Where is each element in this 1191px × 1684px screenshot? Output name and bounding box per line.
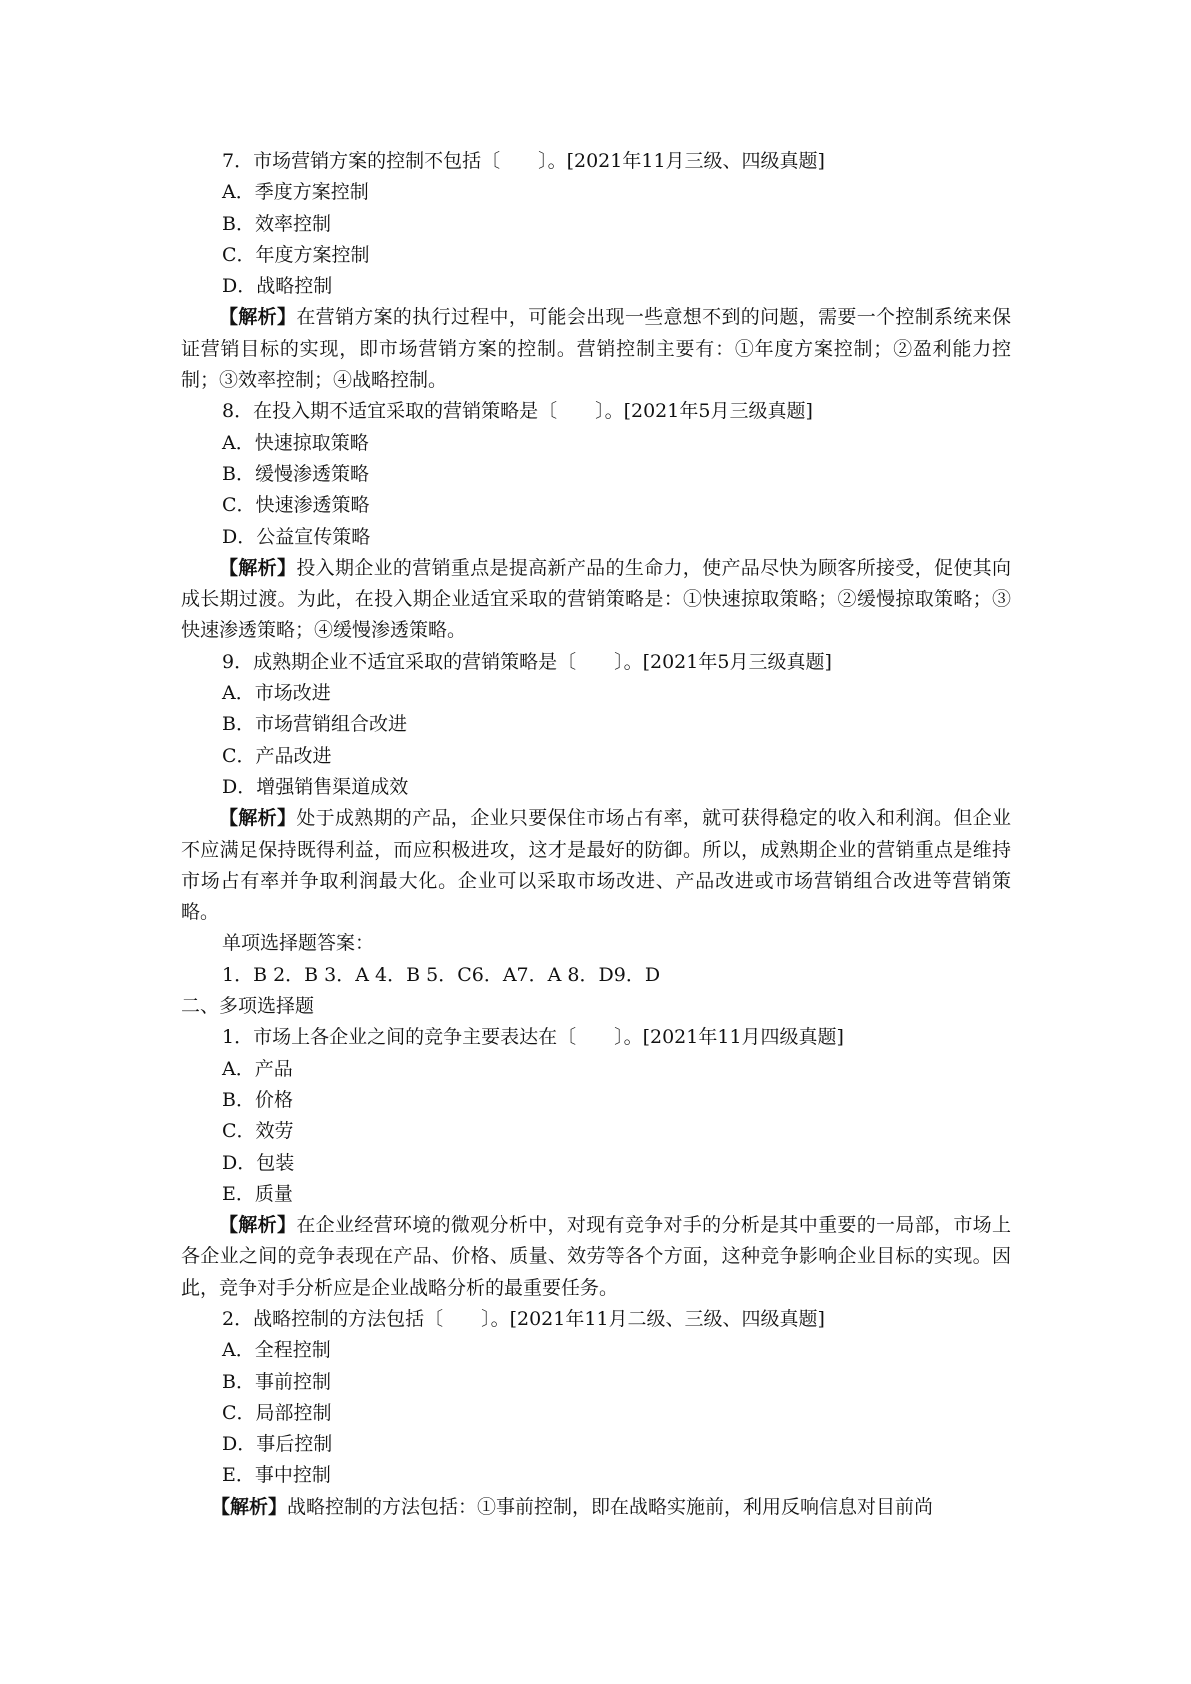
question-7-option-a: A．季度方案控制 bbox=[222, 181, 369, 204]
multi-question-2-analysis bbox=[181, 1492, 1011, 1523]
analysis-text: 处于成熟期的产品，企业只要保住市场占有率，就可获得稳定的收入和利润。但企业不应满足保持既得利益，而应积极进攻，这才是最好的防御。所以，成熟期企业的营销重点是维持市场占有率并争取利润最大化。企业可以采取市场改进、产品改进或市场营销组合改进等营销策略。 bbox=[181, 807, 1011, 924]
question-8-analysis bbox=[181, 553, 1011, 647]
question-9-option-b: B．市场营销组合改进 bbox=[222, 713, 407, 736]
multi-question-2-option-c: C．局部控制 bbox=[222, 1401, 332, 1424]
analysis-text: 在营销方案的执行过程中，可能会出现一些意想不到的问题，需要一个控制系统来保证营销目标的实现，即市场营销方案的控制。营销控制主要有：①年度方案控制；②盈利能力控制；③效率控制；④战略控制。 bbox=[181, 306, 1011, 392]
section-2-title: 二、多项选择题 bbox=[181, 995, 315, 1018]
question-9-option-d: D．增强销售渠道成效 bbox=[222, 775, 409, 798]
analysis-text: 在企业经营环境的微观分析中，对现有竞争对手的分析是其中重要的一局部，市场上各企业之间的竞争表现在产品、价格、质量、效劳等各个方面，这种竞争影响企业目标的实现。因此，竞争对手分析应是企业战略分析的最重要任务。 bbox=[181, 1214, 1011, 1299]
question-7-option-c: C．年度方案控制 bbox=[222, 243, 370, 266]
multi-question-1-stem: 1．市场上各企业之间的竞争主要表达在〔 〕。[2021年11月四级真题] bbox=[222, 1026, 844, 1049]
analysis-tag: 【解析】 bbox=[219, 1214, 297, 1237]
single-answers-values: 1．B 2．B 3．A 4．B 5．C6．A7．A 8．D9．D bbox=[222, 963, 661, 986]
question-9-stem: 9．成熟期企业不适宜采取的营销策略是〔 〕。[2021年5月三级真题] bbox=[222, 650, 832, 673]
question-9-analysis bbox=[181, 803, 1011, 928]
multi-question-2-option-e: E．事中控制 bbox=[222, 1464, 331, 1487]
question-7-stem: 7．市场营销方案的控制不包括〔 〕。[2021年11月三级、四级真题] bbox=[222, 150, 825, 172]
analysis-text: 投入期企业的营销重点是提高新产品的生命力，使产品尽快为顾客所接受，促使其向成长期过渡。为此，在投入期企业适宜采取的营销策略是：①快速掠取策略；②缓慢掠取策略；③快速渗透策略；④缓慢渗透策略。 bbox=[181, 556, 1011, 642]
multi-question-2-option-a: A．全程控制 bbox=[222, 1339, 331, 1362]
multi-question-1-analysis bbox=[181, 1210, 1011, 1304]
analysis-text: 战略控制的方法包括：①事前控制，即在战略实施前，利用反响信息对目前尚 bbox=[287, 1495, 934, 1518]
document-content bbox=[181, 146, 1011, 1523]
question-8-stem: 8．在投入期不适宜采取的营销策略是〔 〕。[2021年5月三级真题] bbox=[222, 400, 813, 423]
single-answers-label: 单项选择题答案： bbox=[222, 932, 375, 955]
question-8-option-b: B．缓慢渗透策略 bbox=[222, 462, 369, 485]
question-7-option-d: D．战略控制 bbox=[222, 275, 333, 298]
question-8-option-d: D．公益宣传策略 bbox=[222, 525, 371, 548]
question-8-option-c: C．快速渗透策略 bbox=[222, 494, 370, 517]
analysis-tag: 【解析】 bbox=[219, 807, 297, 830]
analysis-tag: 【解析】 bbox=[219, 556, 297, 579]
multi-question-1-option-c: C．效劳 bbox=[222, 1120, 294, 1143]
question-9-option-c: C．产品改进 bbox=[222, 744, 332, 767]
multi-question-2-stem: 2．战略控制的方法包括〔 〕。[2021年11月二级、三级、四级真题] bbox=[222, 1307, 825, 1330]
question-7-option-b: B．效率控制 bbox=[222, 212, 331, 235]
question-9-option-a: A．市场改进 bbox=[222, 682, 331, 705]
analysis-tag: 【解析】 bbox=[219, 306, 297, 329]
multi-question-1-option-a: A．产品 bbox=[222, 1057, 293, 1080]
multi-question-1-option-b: B．价格 bbox=[222, 1088, 293, 1111]
multi-question-1-option-e: E．质量 bbox=[222, 1182, 293, 1205]
question-7-analysis bbox=[181, 302, 1011, 396]
multi-question-1-option-d: D．包装 bbox=[222, 1151, 295, 1174]
multi-question-2-option-b: B．事前控制 bbox=[222, 1370, 331, 1393]
analysis-tag: 【解析】 bbox=[211, 1495, 288, 1518]
question-8-option-a: A．快速掠取策略 bbox=[222, 431, 369, 454]
multi-question-2-option-d: D．事后控制 bbox=[222, 1433, 333, 1456]
